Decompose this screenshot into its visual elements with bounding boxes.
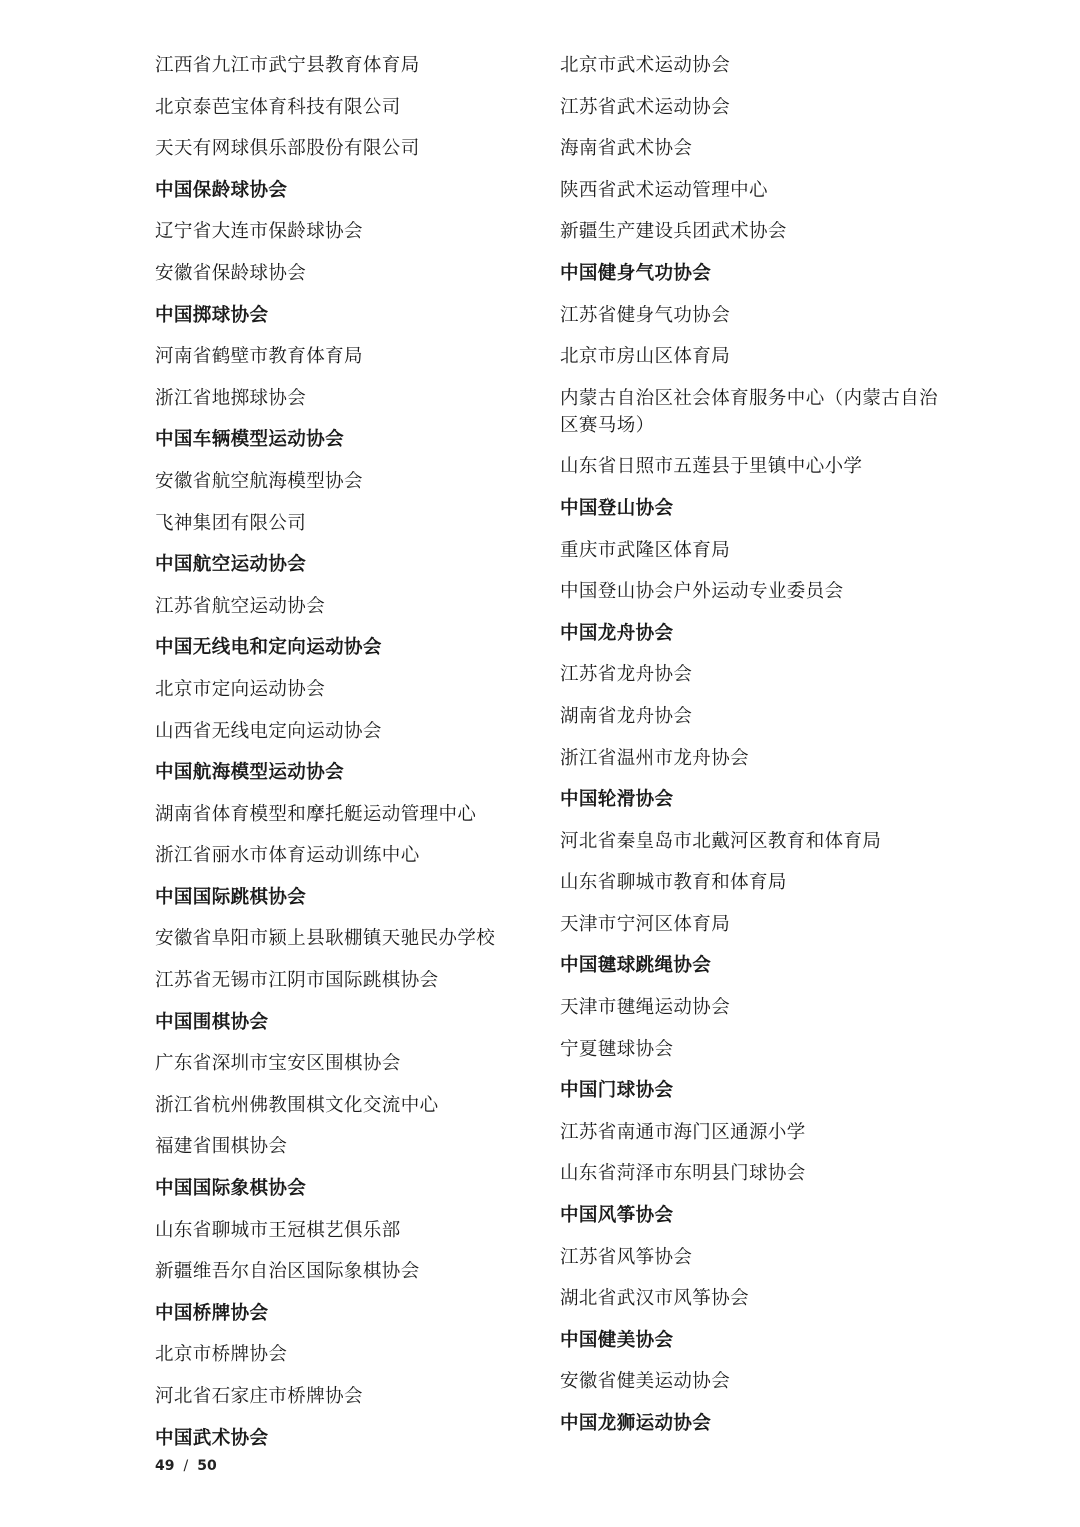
section-heading: 中国国际象棋协会 — [155, 1178, 307, 1200]
organization-entry: 河北省石家庄市桥牌协会 — [155, 1386, 363, 1407]
section-heading: 中国车辆模型运动协会 — [155, 429, 345, 451]
page-current: 49 — [155, 1458, 175, 1474]
organization-entry: 浙江省杭州佛教围棋文化交流中心 — [155, 1094, 439, 1116]
organization-entry: 河南省鹤壁市教育体育局 — [155, 346, 363, 368]
organization-entry: 安徽省阜阳市颍上县耿棚镇天驰民办学校 — [155, 928, 496, 950]
organization-entry: 山东省聊城市王冠棋艺俱乐部 — [155, 1219, 401, 1241]
section-heading: 中国围棋协会 — [155, 1011, 269, 1033]
organization-entry: 中国登山协会户外运动专业委员会 — [560, 581, 844, 603]
organization-entry: 北京市桥牌协会 — [155, 1344, 288, 1366]
organization-entry: 海南省武术协会 — [560, 138, 693, 160]
organization-entry: 北京市房山区体育局 — [560, 346, 731, 368]
section-heading: 中国掷球协会 — [155, 304, 269, 326]
organization-entry: 天天有网球俱乐部股份有限公司 — [155, 138, 420, 160]
section-heading: 中国武术协会 — [155, 1427, 269, 1449]
section-heading: 中国健身气功协会 — [560, 262, 712, 284]
section-heading: 中国风筝协会 — [560, 1205, 674, 1227]
organization-entry: 江苏省武术运动协会 — [560, 96, 731, 118]
organization-entry: 辽宁省大连市保龄球协会 — [155, 221, 363, 243]
organization-entry: 湖南省龙舟协会 — [560, 705, 693, 727]
organization-entry: 江苏省风筝协会 — [560, 1246, 693, 1268]
section-heading: 中国保龄球协会 — [155, 179, 288, 201]
organization-entry: 飞神集团有限公司 — [155, 512, 307, 534]
section-heading: 中国无线电和定向运动协会 — [155, 637, 382, 659]
page-number — [155, 1458, 217, 1474]
section-heading: 中国航海模型运动协会 — [155, 762, 345, 784]
organization-entry: 天津市毽绳运动协会 — [560, 997, 731, 1019]
organization-entry: 江西省九江市武宁县教育体育局 — [155, 55, 420, 76]
organization-entry: 安徽省保龄球协会 — [155, 262, 307, 284]
page-total: 50 — [197, 1458, 217, 1474]
organization-entry: 新疆生产建设兵团武术协会 — [560, 221, 787, 243]
organization-entry: 山西省无线电定向运动协会 — [155, 720, 382, 742]
organization-entry: 山东省日照市五莲县于里镇中心小学 — [560, 456, 863, 478]
organization-entry: 广东省深圳市宝安区围棋协会 — [155, 1053, 401, 1075]
organization-entry: 宁夏毽球协会 — [560, 1038, 674, 1060]
organization-entry: 山东省聊城市教育和体育局 — [560, 872, 787, 894]
organization-entry: 天津市宁河区体育局 — [560, 913, 731, 935]
section-heading: 中国登山协会 — [560, 497, 674, 519]
organization-entry: 北京市武术运动协会 — [560, 55, 731, 76]
organization-entry: 河北省秦皇岛市北戴河区教育和体育局 — [560, 830, 882, 852]
organization-entry: 北京泰芭宝体育科技有限公司 — [155, 96, 401, 118]
organization-entry: 福建省围棋协会 — [155, 1136, 288, 1158]
section-heading: 中国健美协会 — [560, 1329, 674, 1351]
section-heading: 中国门球协会 — [560, 1080, 674, 1102]
organization-entry: 湖北省武汉市风筝协会 — [560, 1288, 750, 1310]
section-heading: 中国国际跳棋协会 — [155, 886, 307, 908]
organization-entry: 新疆维吾尔自治区国际象棋协会 — [155, 1261, 420, 1283]
section-heading: 中国龙狮运动协会 — [560, 1413, 712, 1434]
page-separator: / — [183, 1458, 189, 1474]
organization-entry: 重庆市武隆区体育局 — [560, 539, 731, 561]
section-heading: 中国龙舟协会 — [560, 622, 674, 644]
organization-entry: 江苏省航空运动协会 — [155, 595, 326, 617]
organization-entry: 北京市定向运动协会 — [155, 678, 326, 700]
organization-entry: 江苏省健身气功协会 — [560, 304, 731, 326]
organization-entry: 内蒙古自治区社会体育服务中心（内蒙古自治区赛马场） — [560, 387, 939, 436]
section-heading: 中国轮滑协会 — [560, 789, 674, 811]
organization-entry: 江苏省龙舟协会 — [560, 664, 693, 686]
organization-entry: 江苏省无锡市江阴市国际跳棋协会 — [155, 970, 439, 992]
organization-entry: 浙江省丽水市体育运动训练中心 — [155, 845, 420, 867]
organization-entry: 浙江省地掷球协会 — [155, 387, 307, 409]
left-column — [155, 52, 545, 1466]
section-heading: 中国航空运动协会 — [155, 554, 307, 576]
organization-entry: 江苏省南通市海门区通源小学 — [560, 1121, 806, 1143]
section-heading: 中国毽球跳绳协会 — [560, 955, 712, 977]
organization-entry: 安徽省健美运动协会 — [560, 1371, 731, 1393]
organization-entry: 安徽省航空航海模型协会 — [155, 470, 363, 492]
organization-entry: 山东省菏泽市东明县门球协会 — [560, 1163, 806, 1185]
organization-entry: 陕西省武术运动管理中心 — [560, 179, 768, 201]
organization-entry: 湖南省体育模型和摩托艇运动管理中心 — [155, 803, 477, 825]
right-column — [560, 52, 940, 1452]
organization-entry: 浙江省温州市龙舟协会 — [560, 747, 750, 769]
section-heading: 中国桥牌协会 — [155, 1302, 269, 1324]
